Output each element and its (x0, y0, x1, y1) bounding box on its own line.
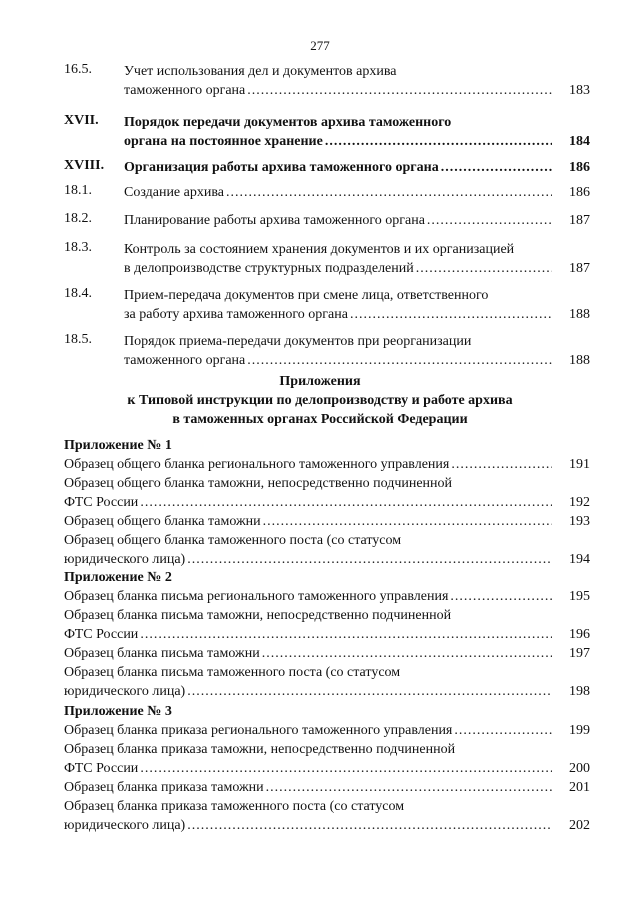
entry-text: Организация работы архива таможенного органа (124, 160, 439, 175)
section-title-line: Учет использования дел и документов архива (124, 64, 397, 79)
section-body (124, 183, 590, 202)
page-ref: 197 (569, 646, 590, 661)
toc-leader-line (64, 644, 590, 663)
appendix-entry-line: Образец общего бланка таможни, непосредственно подчиненной (64, 476, 453, 491)
toc-entry (64, 240, 590, 278)
appendix-title: Приложение № 2 (64, 570, 172, 585)
dot-leader (247, 351, 552, 370)
page-ref: 183 (569, 83, 590, 98)
page-ref: 199 (569, 723, 590, 738)
toc-leader-line (64, 455, 590, 474)
toc-leader-line (64, 682, 590, 701)
appendix-title: Приложение № 3 (64, 704, 172, 719)
dot-leader (450, 587, 552, 606)
toc-entry (64, 286, 590, 324)
section-body (124, 62, 590, 100)
entry-text: Образец бланка письма таможни (64, 646, 260, 661)
toc-entry (64, 332, 590, 370)
page-number: 277 (310, 38, 330, 53)
toc-entry (64, 183, 590, 202)
toc-leader-line (64, 778, 590, 797)
section-title-line: Прием-передача документов при смене лица, ответственного (124, 288, 489, 303)
entry-text: Образец общего бланка регионального таможенного управления (64, 457, 450, 472)
section-number: 16.5. (64, 62, 92, 77)
toc-leader-line (64, 512, 590, 531)
page-ref: 191 (569, 457, 590, 472)
appendix-entry-line: Образец бланка приказа таможенного поста (со статусом (64, 799, 405, 814)
toc-entry (64, 62, 590, 100)
dot-leader (140, 625, 552, 644)
section-number: 18.1. (64, 183, 92, 198)
entry-text: в делопроизводстве структурных подразделений (124, 261, 414, 276)
dot-leader (451, 455, 552, 474)
page-ref: 186 (569, 185, 590, 200)
page-ref: 188 (569, 307, 590, 322)
appendix-block (64, 568, 590, 701)
page-ref: 198 (569, 684, 590, 699)
section-number: 18.2. (64, 211, 92, 226)
dot-leader (187, 682, 552, 701)
entry-text: ФТС России (64, 627, 139, 642)
dot-leader (140, 759, 552, 778)
section-number: XVIII. (64, 158, 105, 173)
section-body (124, 113, 590, 151)
appendix-entry-line: Образец бланка письма таможенного поста (со статусом (64, 665, 401, 680)
toc-leader-line (64, 816, 590, 835)
section-body (124, 158, 590, 177)
entry-text: юридического лица) (64, 818, 186, 833)
section-number: 18.4. (64, 286, 92, 301)
dot-leader (350, 305, 552, 324)
toc-leader-line (124, 158, 590, 177)
section-body (124, 286, 590, 324)
page-ref: 202 (569, 818, 590, 833)
dot-leader (262, 644, 552, 663)
toc-leader-line (64, 587, 590, 606)
page-ref: 187 (569, 213, 590, 228)
section-body (124, 332, 590, 370)
page-ref: 187 (569, 261, 590, 276)
section-title-line: Порядок передачи документов архива таможенного (124, 115, 452, 130)
entry-text: органа на постоянное хранение (124, 134, 323, 149)
dot-leader (247, 81, 552, 100)
page-ref: 195 (569, 589, 590, 604)
toc-entry (64, 113, 590, 151)
entry-text: Образец бланка приказа регионального таможенного управления (64, 723, 453, 738)
appendix-entry-line: Образец бланка приказа таможни, непосредственно подчиненной (64, 742, 456, 757)
appendix-heading-line: в таможенных органах Российской Федерации (172, 412, 468, 427)
appendix-block (64, 436, 590, 569)
section-number: 18.5. (64, 332, 92, 347)
appendix-entry-line: Образец бланка письма таможни, непосредственно подчиненной (64, 608, 452, 623)
toc-leader-line (124, 259, 590, 278)
toc-leader-line (124, 81, 590, 100)
entry-text: ФТС России (64, 495, 139, 510)
section-title-line: Контроль за состоянием хранения документов и их организацией (124, 242, 515, 257)
toc-leader-line (124, 211, 590, 230)
toc-leader-line (124, 183, 590, 202)
entry-text: юридического лица) (64, 552, 186, 567)
section-body (124, 211, 590, 230)
section-body (124, 240, 590, 278)
entry-text: за работу архива таможенного органа (124, 307, 348, 322)
page-ref: 200 (569, 761, 590, 776)
appendix-heading (0, 372, 640, 429)
toc-leader-line (64, 721, 590, 740)
toc-leader-line (124, 305, 590, 324)
toc-entry (64, 211, 590, 230)
dot-leader (187, 816, 552, 835)
toc-leader-line (64, 493, 590, 512)
dot-leader (263, 512, 552, 531)
entry-text: Образец бланка письма регионального таможенного управления (64, 589, 449, 604)
toc-leader-line (64, 550, 590, 569)
entry-text: Создание архива (124, 185, 224, 200)
dot-leader (454, 721, 552, 740)
dot-leader (266, 778, 552, 797)
toc-leader-line (64, 625, 590, 644)
page-ref: 184 (569, 134, 590, 149)
page-ref: 194 (569, 552, 590, 567)
appendix-block (64, 702, 590, 835)
toc-entry (64, 158, 590, 177)
page-ref: 201 (569, 780, 590, 795)
dot-leader (187, 550, 552, 569)
entry-text: таможенного органа (124, 353, 246, 368)
dot-leader (441, 158, 552, 177)
toc-leader-line (64, 759, 590, 778)
dot-leader (226, 183, 552, 202)
page-ref: 188 (569, 353, 590, 368)
section-number: XVII. (64, 113, 99, 128)
section-number: 18.3. (64, 240, 92, 255)
toc-leader-line (124, 132, 590, 151)
page-ref: 192 (569, 495, 590, 510)
appendix-heading-line: Приложения (279, 374, 361, 389)
entry-text: таможенного органа (124, 83, 246, 98)
appendix-title: Приложение № 1 (64, 438, 172, 453)
dot-leader (325, 132, 552, 151)
entry-text: ФТС России (64, 761, 139, 776)
entry-text: Планирование работы архива таможенного органа (124, 213, 425, 228)
entry-text: Образец общего бланка таможни (64, 514, 261, 529)
entry-text: юридического лица) (64, 684, 186, 699)
page-ref: 186 (569, 160, 590, 175)
dot-leader (427, 211, 552, 230)
appendix-entry-line: Образец общего бланка таможенного поста (со статусом (64, 533, 402, 548)
page-ref: 193 (569, 514, 590, 529)
dot-leader (416, 259, 552, 278)
appendix-heading-line: к Типовой инструкции по делопроизводству и работе архива (127, 393, 513, 408)
section-title-line: Порядок приема-передачи документов при реорганизации (124, 334, 472, 349)
toc-leader-line (124, 351, 590, 370)
entry-text: Образец бланка приказа таможни (64, 780, 264, 795)
dot-leader (140, 493, 552, 512)
page-ref: 196 (569, 627, 590, 642)
